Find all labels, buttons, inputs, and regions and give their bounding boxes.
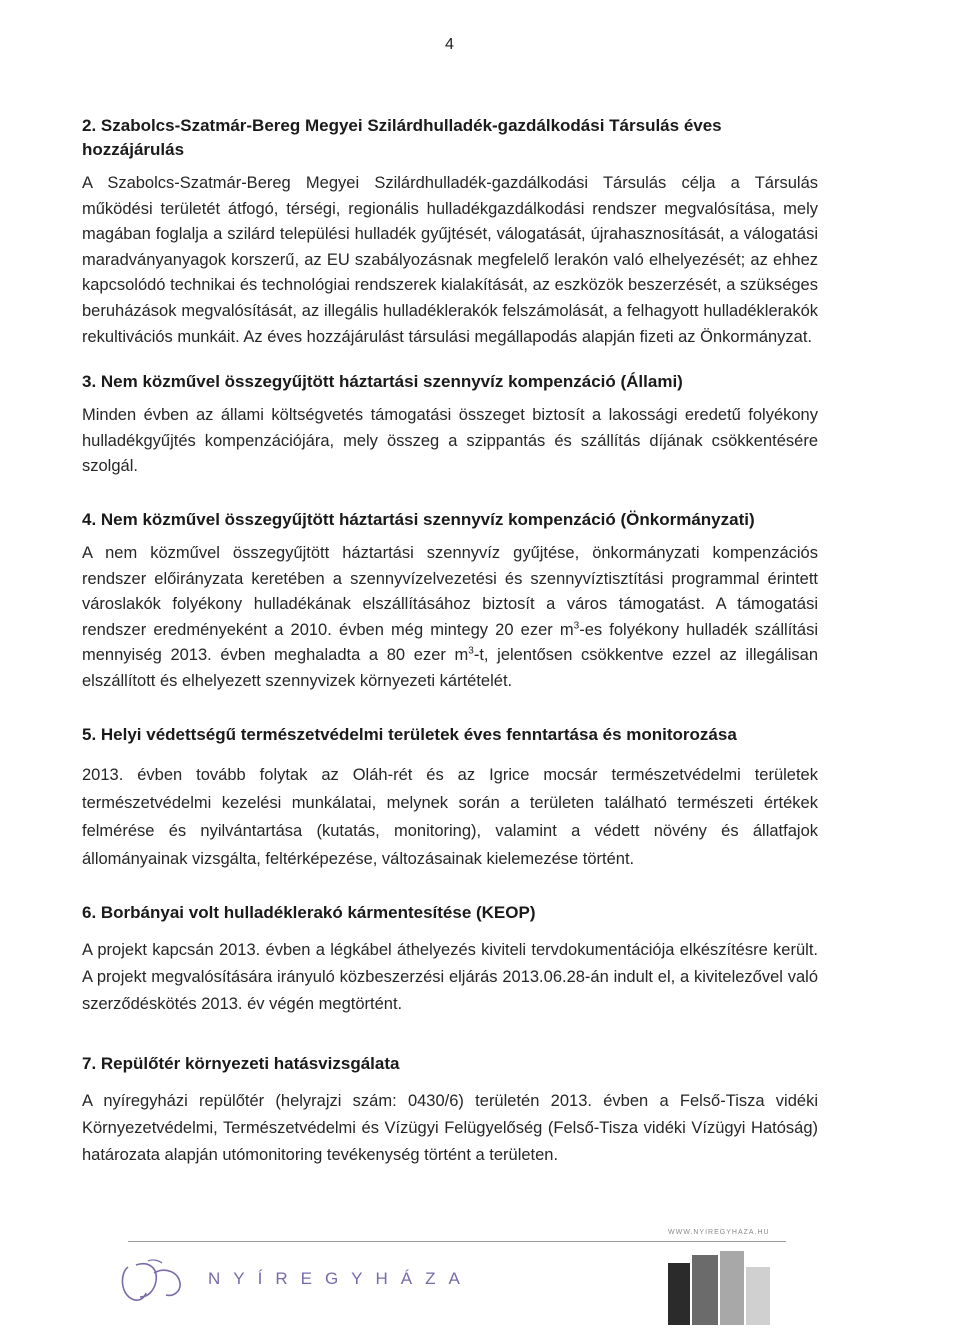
decorative-blocks (668, 1245, 772, 1325)
section-body-4-part-1: A nem közművel összegyűjtött háztartási szennyvíz gyűjtése, önkormányzati kompenzációs rendszer előirányzata keretében a szennyvízelvezetési és szennyvíztisztítási programmal érintett városlakók folyékony hulladékának elszállításához biztosít a város támogatást. A támogatási rendszer eredményeként a 2010. évben még mintegy 20 ezer m (82, 543, 818, 639)
superscript-3: 3 (573, 620, 580, 632)
section-body-4-part-3: -t, jelentősen csökkentve ezzel az illegálisan elszállított és elhelyezett szennyvizek környezeti kártételét. (82, 646, 818, 690)
section-heading-7: 7. Repülőtér környezeti hatásvizsgálata (82, 1053, 400, 1073)
superscript-3: 3 (468, 645, 474, 657)
section-heading-6: 6. Borbányai volt hulladéklerakó kármentesítése (KEOP) (82, 902, 536, 922)
section-body-5: 2013. évben tovább folytak az Oláh-rét és az Igrice mocsár természetvédelmi területek természetvédelmi kezelési munkálatai, melynek során a területen található természeti értékek felmérése és nyilvántartása (kutatás, monitoring), valamint a védett növény és állatfajok állományainak vizsgálta, feltérképezése, változásainak kielemezése történt. (82, 765, 818, 868)
document-body (82, 114, 818, 1169)
section-heading-2: 2. Szabolcs-Szatmár-Bereg Megyei Szilárdhulladék-gazdálkodási Társulás éves hozzájárulás (82, 116, 722, 159)
section-body-6: A projekt kapcsán 2013. évben a légkábel áthelyezés kiviteli tervdokumentációja elkészítésre került. A projekt megvalósítására irányuló közbeszerzési eljárás 2013.06.28-án indult el, a kivitelezővel való szerződéskötés 2013. év végén megtörtént. (82, 940, 818, 1013)
page-number: 4 (445, 36, 454, 53)
section-body-4-part-2: -es folyékony hulladék szállítási mennyiség 2013. évben meghaladta a 80 ezer m (82, 620, 818, 665)
section-body-4 (82, 541, 818, 695)
nyiregyhaza-logo-icon (118, 1259, 188, 1305)
logo-wordmark: NYÍREGYHÁZA (208, 1269, 473, 1288)
section-heading-5: 5. Helyi védettségű természetvédelmi területek éves fenntartása és monitorozása (82, 724, 737, 744)
section-heading-3: 3. Nem közművel összegyűjtött háztartási szennyvíz kompenzáció (Állami) (82, 372, 683, 392)
footer-rule (128, 1241, 786, 1242)
page-footer (0, 1215, 960, 1341)
section-body-3: Minden évben az állami költségvetés támogatási összeget biztosít a lakossági eredetű folyékony hulladékgyűjtés kompenzációjára, mely összeg a szippantás és szállítás díjának csökkentésére szolgál. (82, 406, 818, 476)
section-body-2: A Szabolcs-Szatmár-Bereg Megyei Szilárdhulladék-gazdálkodási Társulás célja a Társulás működési területét átfogó, térségi, regionális hulladékgazdálkodási rendszer megvalósítása, mely magában foglalja a szilárd települési hulladék gyűjtését, válogatását, újrahasznosítását, a válogatási maradványanyagok korszerű, az EU szabályozásnak megfelelő lerakón való elhelyezését; az ehhez kapcsolódó technikai és technológiai rendszerek kialakítását, az eszközök beszerzését, a szükséges beruházások megvalósítását, az illegális hulladéklerakók felszámolását, a felhagyott hulladéklerakók rekultivációs munkáit. Az éves hozzájárulást társulási megállapodás alapján fizeti az Önkormányzat. (82, 174, 818, 346)
section-heading-4: 4. Nem közművel összegyűjtött háztartási szennyvíz kompenzáció (Önkormányzati) (82, 509, 755, 529)
section-body-7: A nyíregyházi repülőtér (helyrajzi szám: 0430/6) területén 2013. évben a Felső-Tisza vidéki Környezetvédelmi, Természetvédelmi és Vízügyi Felügyelőség (Felső-Tisza vidéki Vízügyi Hatóság) határozata alapján utómonitoring tevékenység történt a területen. (82, 1091, 818, 1164)
footer-url: WWW.NYIREGYHAZA.HU (668, 1229, 770, 1236)
